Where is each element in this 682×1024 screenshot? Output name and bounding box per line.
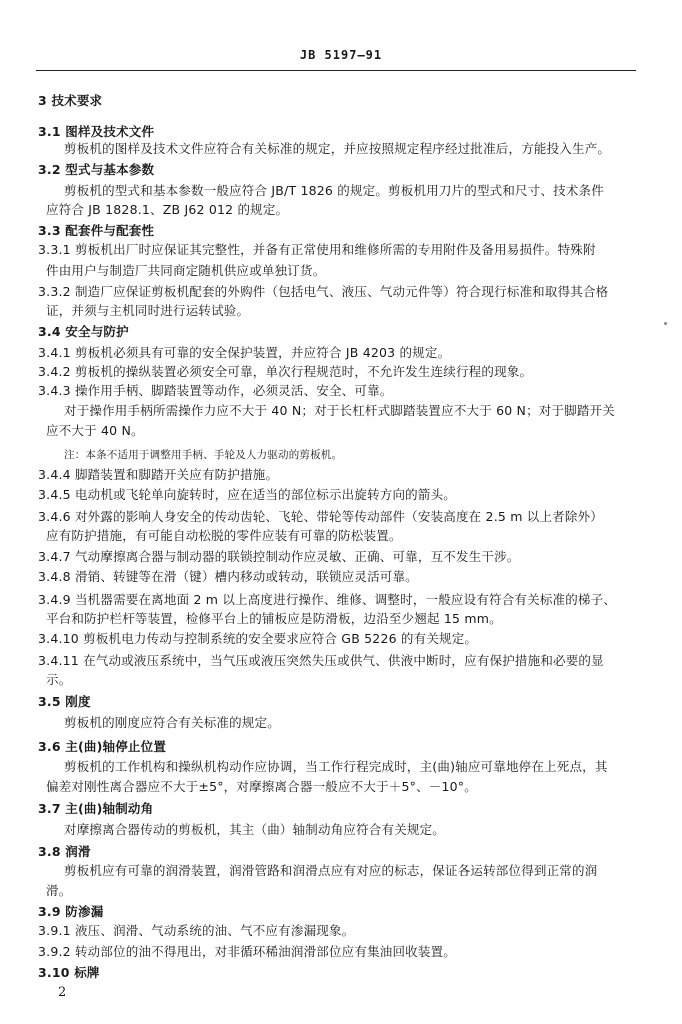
clause-line: 3.4.10 剪板机电力传动与控制系统的安全要求应符合 GB 5226 的有关规定。 xyxy=(38,631,478,646)
paragraph-line: 剪板机的工作机构和操纵机构动作应协调，当工作行程完成时，主(曲)轴应可靠地停在上死点，其 xyxy=(64,759,608,774)
page-number: 2 xyxy=(58,985,67,1000)
header-rule xyxy=(36,70,636,71)
clause-line: 3.4.5 电动机或飞轮单向旋转时，应在适当的部位标示出旋转方向的箭头。 xyxy=(38,487,456,502)
clause-line: 3.4.6 对外露的影响人身安全的传动齿轮、飞轮、带轮等传动部件（安装高度在 2.5 m 以上者除外） xyxy=(38,509,603,524)
clause-line: 3.3.1 剪板机出厂时应保证其完整性，并备有正常使用和维修所需的专用附件及备用易损件。特殊附 xyxy=(38,242,596,257)
paragraph-line: 滑。 xyxy=(46,883,72,898)
clause-line: 3.4.4 脚踏装置和脚踏开关应有防护措施。 xyxy=(38,467,279,482)
section-heading: 3 技术要求 xyxy=(38,93,103,108)
subsection-heading: 3.1 图样及技术文件 xyxy=(38,124,155,139)
clause-line: 3.4.8 滑销、转键等在滑（键）槽内移动或转动，联锁应灵活可靠。 xyxy=(38,569,418,584)
paragraph-line: 件由用户与制造厂共同商定随机供应或单独订货。 xyxy=(46,263,326,278)
clause-line: 3.3.2 制造厂应保证剪板机配套的外购件（包括电气、液压、气动元件等）符合现行标准和取得其合格 xyxy=(38,284,609,299)
paragraph-line: 剪板机的刚度应符合有关标准的规定。 xyxy=(64,715,280,730)
clause-line: 3.9.1 液压、润滑、气动系统的油、气不应有渗漏现象。 xyxy=(38,923,355,938)
subsection-heading: 3.9 防渗漏 xyxy=(38,904,104,919)
subsection-heading: 3.6 主(曲)轴停止位置 xyxy=(38,739,167,754)
standard-code-header: JB 5197—91 xyxy=(299,48,383,62)
subsection-heading: 3.7 主(曲)轴制动角 xyxy=(38,801,154,816)
paragraph-line: 应符合 JB 1828.1、ZB J62 012 的规定。 xyxy=(46,202,289,217)
scan-speck xyxy=(664,322,667,325)
clause-line: 3.4.1 剪板机必须具有可靠的安全保护装置，并应符合 JB 4203 的规定。 xyxy=(38,345,451,360)
paragraph-line: 对于操作用手柄所需操作力应不大于 40 N；对于长杠杆式脚踏装置应不大于 60 N；对于脚踏开关 xyxy=(64,403,616,418)
clause-line: 3.9.2 转动部位的油不得甩出，对非循环稀油润滑部位应有集油回收装置。 xyxy=(38,944,456,959)
paragraph-line: 剪板机的图样及技术文件应符合有关标准的规定，并应按照规定程序经过批准后，方能投入生产。 xyxy=(64,141,611,156)
subsection-heading: 3.5 刚度 xyxy=(38,694,91,709)
clause-line: 3.4.3 操作用手柄、脚踏装置等动作，必须灵活、安全、可靠。 xyxy=(38,383,393,398)
paragraph-line: 剪板机应有可靠的润滑装置，润滑管路和润滑点应有对应的标志，保证各运转部位得到正常的润 xyxy=(64,863,598,878)
paragraph-line: 对摩擦离合器传动的剪板机，其主（曲）轴制动角应符合有关规定。 xyxy=(64,822,446,837)
clause-line: 3.4.2 剪板机的操纵装置必须安全可靠，单次行程规范时，不允许发生连续行程的现象。 xyxy=(38,364,533,379)
subsection-heading: 3.2 型式与基本参数 xyxy=(38,162,155,177)
subsection-heading: 3.10 标牌 xyxy=(38,965,100,980)
paragraph-line: 示。 xyxy=(46,672,72,687)
subsection-heading: 3.4 安全与防护 xyxy=(38,324,129,339)
paragraph-line: 应有防护措施，有可能自动松脱的零件应装有可靠的防松装置。 xyxy=(46,528,402,543)
clause-line: 3.4.9 当机器需要在离地面 2 m 以上高度进行操作、维修、调整时，一般应设有符合有关标准的梯子、 xyxy=(38,592,617,607)
paragraph-line: 应不大于 40 N。 xyxy=(46,423,144,438)
clause-line: 3.4.11 在气动或液压系统中，当气压或液压突然失压或供气、供液中断时，应有保护措施和必要的显 xyxy=(38,653,604,668)
paragraph-line: 平台和防护栏杆等装置，检修平台上的铺板应是防滑板，边沿至少翘起 15 mm。 xyxy=(46,611,502,626)
paragraph-line: 证，并须与主机同时进行运转试验。 xyxy=(46,303,250,318)
subsection-heading: 3.8 润滑 xyxy=(38,844,91,859)
note-line: 注：本条不适用于调整用手柄、手轮及人力驱动的剪板机。 xyxy=(64,449,343,461)
subsection-heading: 3.3 配套件与配套性 xyxy=(38,223,155,238)
clause-line: 3.4.7 气动摩擦离合器与制动器的联锁控制动作应灵敏、正确、可靠，互不发生干涉。 xyxy=(38,549,520,564)
paragraph-line: 偏差对刚性离合器应不大于±5°，对摩擦离合器一般应不大于＋5°、－10°。 xyxy=(46,779,477,794)
paragraph-line: 剪板机的型式和基本参数一般应符合 JB/T 1826 的规定。剪板机用刀片的型式和尺寸、技术条件 xyxy=(64,183,604,198)
